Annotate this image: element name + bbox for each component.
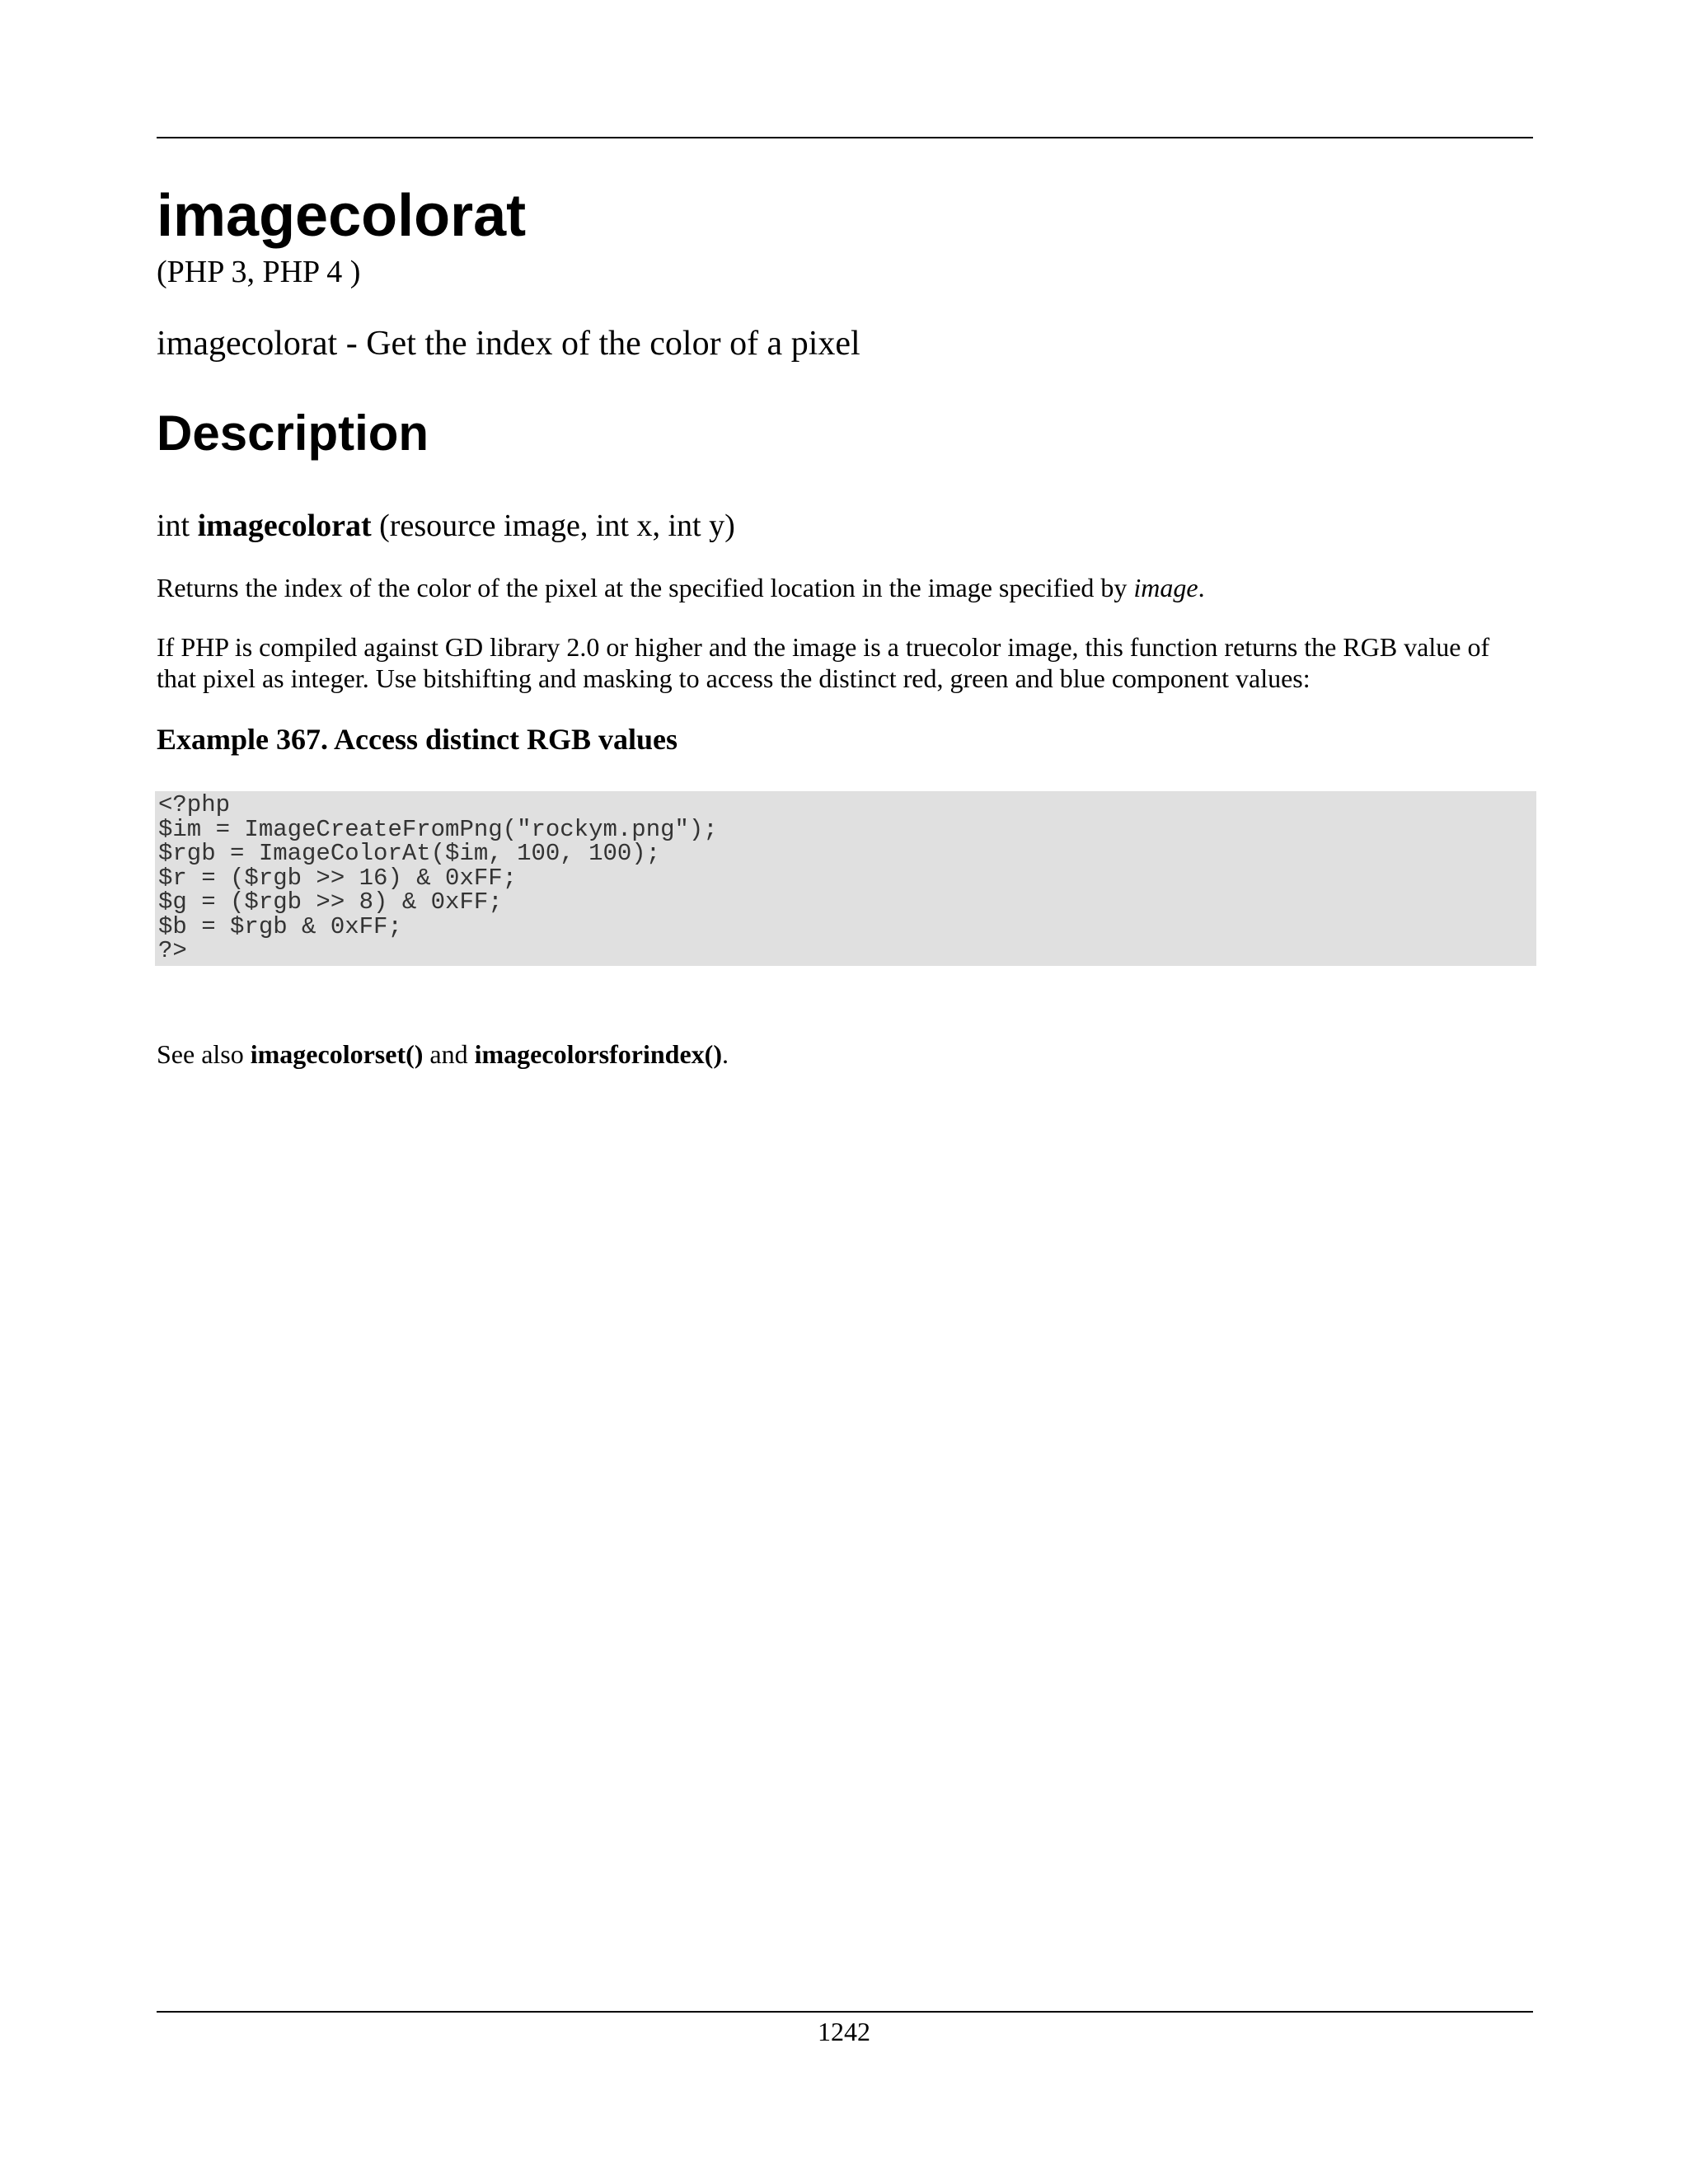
punctuation: . [721, 1039, 729, 1069]
return-type: int [157, 509, 190, 543]
code-line: $rgb = ImageColorAt($im, 100, 100); [158, 840, 661, 867]
see-also [157, 1040, 729, 1069]
parameter-reference: image [1133, 573, 1198, 602]
code-line: <?php [158, 791, 231, 818]
parameter-list: (resource image, int x, int y) [379, 509, 735, 543]
code-line: $g = ($rgb >> 8) & 0xFF; [158, 888, 503, 916]
description-heading: Description [157, 405, 429, 461]
link-imagecolorset[interactable]: imagecolorset() [250, 1039, 424, 1069]
code-line: $im = ImageCreateFromPng("rockym.png"); [158, 815, 718, 843]
function-name: imagecolorat [197, 509, 372, 543]
function-signature [157, 509, 735, 544]
return-description-text: Returns the index of the color of the pixel at the specified location in the image specified by [157, 573, 1128, 602]
page-title: imagecolorat [157, 183, 527, 249]
footer-rule [157, 2011, 1533, 2013]
example-title: Example 367. Access distinct RGB values [157, 723, 678, 756]
punctuation: . [1198, 573, 1205, 602]
return-description [157, 572, 1533, 603]
version-info: (PHP 3, PHP 4 ) [157, 255, 361, 289]
code-block [155, 791, 1536, 966]
function-purpose: imagecolorat - Get the index of the color of a pixel [157, 325, 860, 363]
code-line: $b = $rgb & 0xFF; [158, 912, 402, 940]
code-line: ?> [158, 937, 187, 964]
header-rule [157, 137, 1533, 138]
truecolor-note: If PHP is compiled against GD library 2.0 or higher and the image is a truecolor image, this function returns the RGB value of that pixel as integer. Use bitshifting and masking to access the distinct red, green and blue component values: [157, 632, 1490, 693]
page-number: 1242 [818, 2017, 870, 2046]
link-imagecolorsforindex[interactable]: imagecolorsforindex() [474, 1039, 722, 1069]
see-also-prefix: See also [157, 1039, 244, 1069]
code-line: $r = ($rgb >> 16) & 0xFF; [158, 864, 518, 892]
see-also-conjunction: and [429, 1039, 468, 1069]
